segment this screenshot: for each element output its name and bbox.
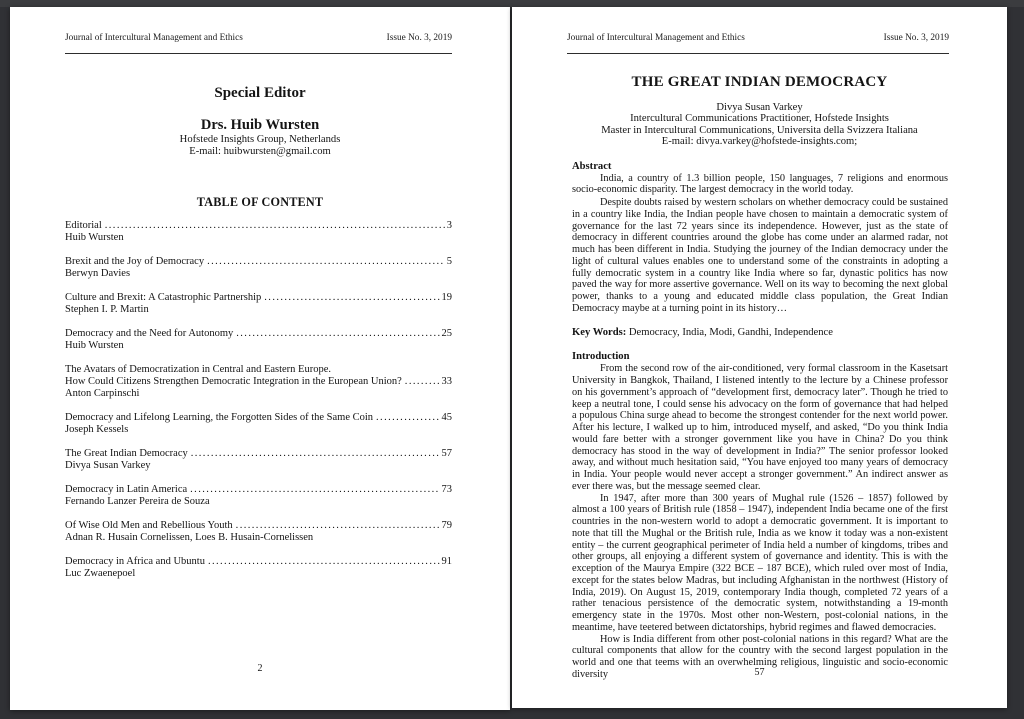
toc-entry bbox=[65, 556, 452, 580]
toc-entry-page: 33 bbox=[441, 376, 452, 388]
toc-entry-title: Democracy and Lifelong Learning, the Forgotten Sides of the Same Coin bbox=[65, 412, 374, 424]
intro-paragraph: From the second row of the air-conditioned, very formal classroom in the Kasetsart University in Bangkok, Thailand, I listened intently to the lecture by a Chinese professor on his government’s approach of “development first, democracy later”. Though he tried to keep a neutral tone, I could sense his advocacy on the form of governance that had helped a populous China surge ahead to become the strongest contender for the next world power. After his lecture, I walked up to him, introduced myself, and asked, “Do you think India would fare better with a stronger government like you have in China? Do you think democracy has stood in the way of development in India?” The senior professor looked away, and without much hesitation said, “You have enjoyed too many years of democracy in India. Your people would never accept a stronger government.” An indirect answer as ever there was, but the message seemed clear. bbox=[572, 363, 948, 492]
toc-entry-author: Berwyn Davies bbox=[65, 268, 131, 280]
toc-entry-page: 91 bbox=[441, 556, 452, 568]
toc-entry-title: Of Wise Old Men and Rebellious Youth bbox=[65, 520, 233, 532]
toc-entry-author: Anton Carpinschi bbox=[65, 388, 140, 400]
toc-row bbox=[65, 376, 452, 388]
toc-entry-title: How Could Citizens Strengthen Democratic Integration in the European Union? bbox=[65, 376, 402, 388]
toc-entry-page: 19 bbox=[441, 292, 452, 304]
toc-entry-author: Stephen I. P. Martin bbox=[65, 304, 149, 316]
toc-entry bbox=[65, 448, 452, 472]
toc-row bbox=[65, 412, 452, 424]
toc-entry-author: Fernando Lanzer Pereira de Souza bbox=[65, 496, 210, 508]
running-header-right bbox=[567, 33, 949, 43]
abstract-paragraph: Despite doubts raised by western scholars on whether democracy could be sustained in a country like India, the Indian people have chosen to maintain a democratic system of governance for the last 72 years since its independence. However, just as the state of democracy in different countries around the globe has come under an alarmed radar, not much has been different in India. Studying the journey of the Indian democracy under the light of cultural values enables one to understand some of the constraints in adopting a fully democratic system in a country like India where so far, dynastic politics has now paved the way for more assertive governance. Well on its way to becoming the next global power, thanks to a young and educated middle class population, the Great Indian Democracy maybe at a turning point in its history… bbox=[572, 197, 948, 314]
issue-number: Issue No. 3, 2019 bbox=[883, 33, 949, 43]
toc-leader-dots bbox=[405, 376, 440, 388]
running-header-left bbox=[65, 33, 452, 43]
toc-entry-title: Democracy in Africa and Ubuntu bbox=[65, 556, 205, 568]
toc-entry-author: Joseph Kessels bbox=[65, 424, 129, 436]
toc-entry-title: Democracy in Latin America bbox=[65, 484, 188, 496]
toc-row bbox=[65, 256, 452, 268]
toc-entry bbox=[65, 364, 452, 400]
toc-row bbox=[65, 292, 452, 304]
toc-entry-author: Luc Zwaenepoel bbox=[65, 568, 136, 580]
toc-entry-author: Adnan R. Husain Cornelissen, Loes B. Husain-Cornelissen bbox=[65, 532, 314, 544]
toc-entry-page: 57 bbox=[441, 448, 452, 460]
toc-list bbox=[65, 220, 452, 580]
toc-entry-author: Huib Wursten bbox=[65, 340, 124, 352]
toc-entry-page: 5 bbox=[446, 256, 452, 268]
toc-entry-page: 25 bbox=[441, 328, 452, 340]
issue-number: Issue No. 3, 2019 bbox=[386, 33, 452, 43]
toc-heading: TABLE OF CONTENT bbox=[196, 195, 324, 210]
document-page-left bbox=[10, 7, 510, 710]
editor-affiliation: Hofstede Insights Group, Netherlands bbox=[179, 134, 341, 145]
toc-leader-dots bbox=[191, 448, 440, 460]
toc-entry-title: Democracy and the Need for Autonomy bbox=[65, 328, 234, 340]
toc-entry bbox=[65, 412, 452, 436]
toc-entry-pretitle: The Avatars of Democratization in Central and Eastern Europe. bbox=[65, 364, 331, 376]
author-name: Divya Susan Varkey bbox=[716, 102, 803, 113]
article-title: THE GREAT INDIAN DEMOCRACY bbox=[631, 74, 888, 90]
toc-leader-dots bbox=[236, 328, 439, 340]
intro-paragraph: In 1947, after more than 300 years of Mughal rule (1526 – 1857) followed by almost a 100 years of British rule (1858 – 1947), independent India became one of the first countries in the non-western world to adopt a democratic government. It is important to note that till the Mughal or the British rule, India as we know it today was a non-existent entity – the current geographical perimeter of India held a number of kingdoms, tribes and other groups, all enjoying a different system of governance and identity. This is with the exception of the Maurya Empire (322 BCE – 187 BCE), which ruled over most of India, except for the states below Madras, but including Afghanistan in the northwest (History of India, 2019). On August 15, 2019, contemporary India though, completed 72 years of a rather tenacious persistence of the democratic system, notwithstanding a 19-month emergency state in the 1970s. Most other non-Western, post-colonial nations, in the meantime, have teetered between dictatorships, hybrid regimes and flawed democracies. bbox=[572, 492, 948, 633]
toc-entry bbox=[65, 220, 452, 244]
toc-entry bbox=[65, 256, 452, 280]
keywords-text: Democracy, India, Modi, Gandhi, Independence bbox=[626, 326, 833, 338]
abstract-heading: Abstract bbox=[572, 160, 612, 172]
toc-entry-title: Brexit and the Joy of Democracy bbox=[65, 256, 205, 268]
toc-entry-author: Huib Wursten bbox=[65, 232, 124, 244]
toc-entry-page: 45 bbox=[441, 412, 452, 424]
journal-name: Journal of Intercultural Management and Ethics bbox=[567, 33, 745, 43]
toc-leader-dots bbox=[376, 412, 439, 424]
toc-leader-dots bbox=[236, 520, 440, 532]
author-role: Intercultural Communications Practitioner, Hofstede Insights bbox=[630, 113, 889, 125]
author-block bbox=[512, 102, 1007, 148]
intro-paragraph: How is India different from other post-colonial nations in this regard? What are the cultural components that allow for the country with the second largest population in the world and one that teems with an overwhelming religious, linguistic and socio-economic diversity bbox=[572, 633, 948, 680]
header-rule bbox=[567, 53, 949, 54]
author-degree: Master in Intercultural Communications, Universita della Svizzera Italiana bbox=[601, 124, 918, 136]
abstract-paragraph: India, a country of 1.3 billion people, 150 languages, 7 religions and enormous socio-economic disparity. The largest democracy in the world today. bbox=[572, 172, 948, 196]
toc-entry bbox=[65, 292, 452, 316]
toc-entry-title: The Great Indian Democracy bbox=[65, 448, 188, 460]
toc-leader-dots bbox=[190, 484, 439, 496]
toc-entry-page: 3 bbox=[446, 220, 452, 232]
journal-name: Journal of Intercultural Management and Ethics bbox=[65, 33, 243, 43]
keywords-line bbox=[572, 327, 948, 339]
toc-row bbox=[65, 328, 452, 340]
toc-entry-page: 73 bbox=[441, 484, 452, 496]
viewer-top-strip bbox=[0, 0, 1024, 7]
toc-entry-title: Editorial bbox=[65, 220, 102, 232]
header-rule bbox=[65, 53, 452, 54]
author-email: E-mail: divya.varkey@hofstede-insights.com; bbox=[661, 136, 858, 148]
document-page-right bbox=[512, 7, 1007, 708]
toc-leader-dots bbox=[264, 292, 439, 304]
editor-email: E-mail: huibwursten@gmail.com bbox=[189, 146, 331, 158]
toc-leader-dots bbox=[207, 256, 445, 268]
toc-row bbox=[65, 220, 452, 232]
editor-name: Drs. Huib Wursten bbox=[200, 117, 320, 133]
toc-leader-dots bbox=[105, 220, 445, 232]
toc-entry-author: Divya Susan Varkey bbox=[65, 460, 151, 472]
keywords-label: Key Words: bbox=[572, 326, 627, 338]
toc-entry bbox=[65, 484, 452, 508]
toc-entry bbox=[65, 328, 452, 352]
toc-entry-title: Culture and Brexit: A Catastrophic Partnership bbox=[65, 292, 262, 304]
page-number: 2 bbox=[257, 663, 263, 674]
toc-row bbox=[65, 448, 452, 460]
toc-entry-page: 79 bbox=[441, 520, 452, 532]
toc-leader-dots bbox=[208, 556, 440, 568]
special-editor-heading: Special Editor bbox=[214, 85, 306, 101]
toc-row bbox=[65, 520, 452, 532]
page-number: 57 bbox=[754, 667, 765, 678]
toc-row bbox=[65, 556, 452, 568]
toc-row bbox=[65, 484, 452, 496]
toc-entry bbox=[65, 520, 452, 544]
introduction-heading: Introduction bbox=[572, 351, 630, 363]
